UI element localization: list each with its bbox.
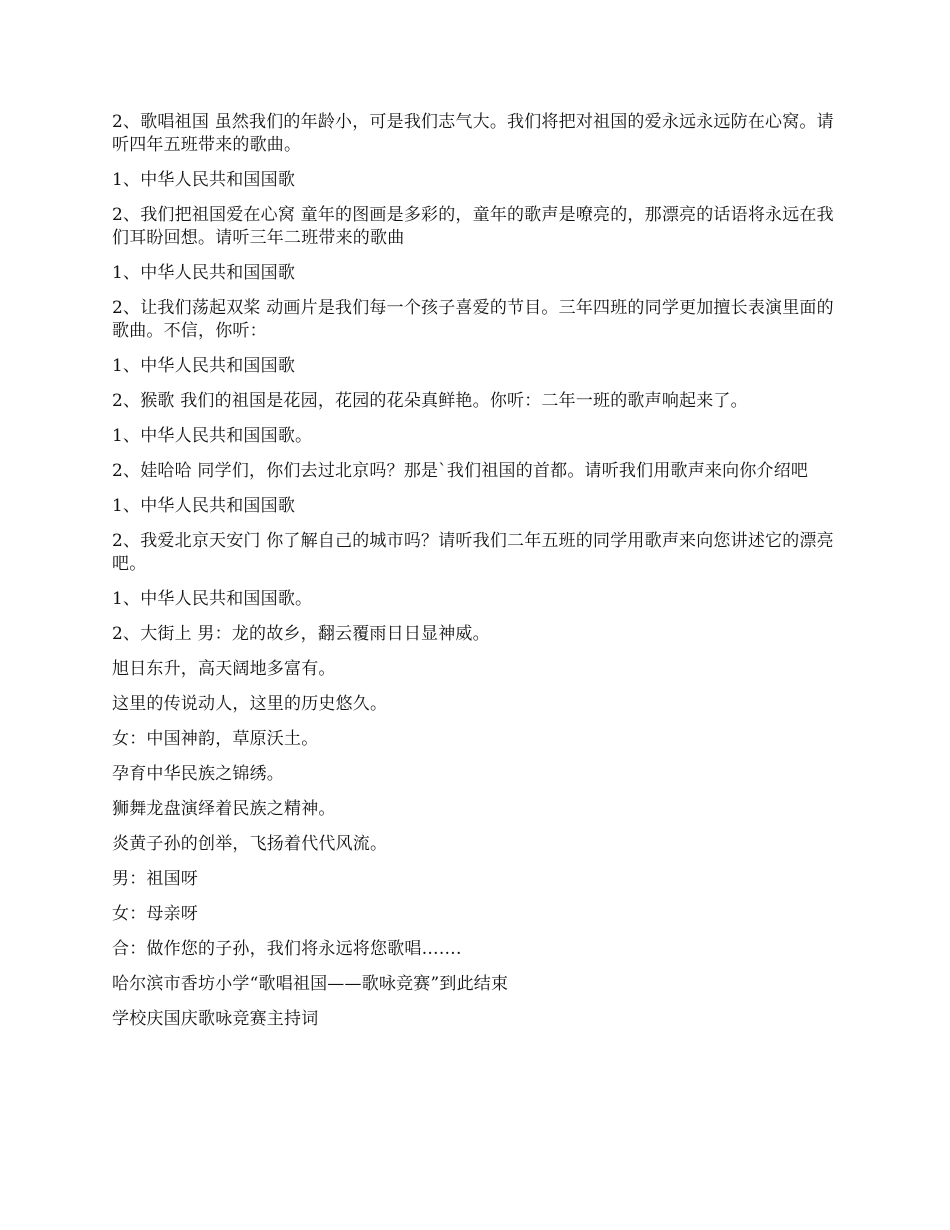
paragraph-10: 1、中华人民共和国国歌 — [112, 496, 296, 516]
paragraph-17: 孕育中华民族之锦绣。 — [112, 764, 284, 784]
paragraph-3: 2、我们把祖国爱在心窝 童年的图画是多彩的，童年的歌声是嘹亮的，那漂亮的话语将永远在我们耳盼回想。请听三年二班带来的歌曲 — [112, 205, 834, 248]
paragraph-24: 学校庆国庆歌咏竞赛主持词 — [112, 1009, 319, 1029]
paragraph-5: 2、让我们荡起双桨 动画片是我们每一个孩子喜爱的节目。三年四班的同学更加擅长表演里面的歌曲。不信，你听： — [112, 298, 834, 341]
paragraph-7: 2、猴歌 我们的祖国是花园，花园的花朵真鲜艳。你听：二年一班的歌声响起来了。 — [112, 391, 748, 411]
paragraph-6: 1、中华人民共和国国歌 — [112, 356, 296, 376]
paragraph-1: 2、歌唱祖国 虽然我们的年龄小，可是我们志气大。我们将把对祖国的爱永远永远防在心窝。请听四年五班带来的歌曲。 — [112, 112, 834, 155]
paragraph-8: 1、中华人民共和国国歌。 — [112, 426, 313, 446]
paragraph-12: 1、中华人民共和国国歌。 — [112, 589, 313, 609]
paragraph-23: 哈尔滨市香坊小学“歌唱祖国——歌咏竞赛”到此结束 — [112, 974, 509, 994]
paragraph-4: 1、中华人民共和国国歌 — [112, 263, 296, 283]
paragraph-18: 狮舞龙盘演绎着民族之精神。 — [112, 799, 336, 819]
paragraph-19: 炎黄子孙的创举，飞扬着代代风流。 — [112, 834, 388, 854]
paragraph-13: 2、大街上 男：龙的故乡，翻云覆雨日日显神威。 — [112, 624, 490, 644]
paragraph-16: 女：中国神韵，草原沃土。 — [112, 729, 319, 749]
paragraph-15: 这里的传说动人，这里的历史悠久。 — [112, 694, 388, 714]
paragraph-20: 男：祖国呀 — [112, 869, 198, 889]
document-body — [112, 111, 840, 1043]
paragraph-22: 合：做作您的子孙，我们将永远将您歌唱……. — [112, 939, 462, 959]
paragraph-14: 旭日东升，高天阔地多富有。 — [112, 659, 336, 679]
paragraph-11: 2、我爱北京天安门 你了解自己的城市吗？请听我们二年五班的同学用歌声来向您讲述它的漂亮吧。 — [112, 531, 834, 574]
paragraph-2: 1、中华人民共和国国歌 — [112, 170, 296, 190]
paragraph-9: 2、娃哈哈 同学们，你们去过北京吗？那是`我们祖国的首都。请听我们用歌声来向你介绍吧 — [112, 461, 809, 481]
paragraph-21: 女：母亲呀 — [112, 904, 198, 924]
